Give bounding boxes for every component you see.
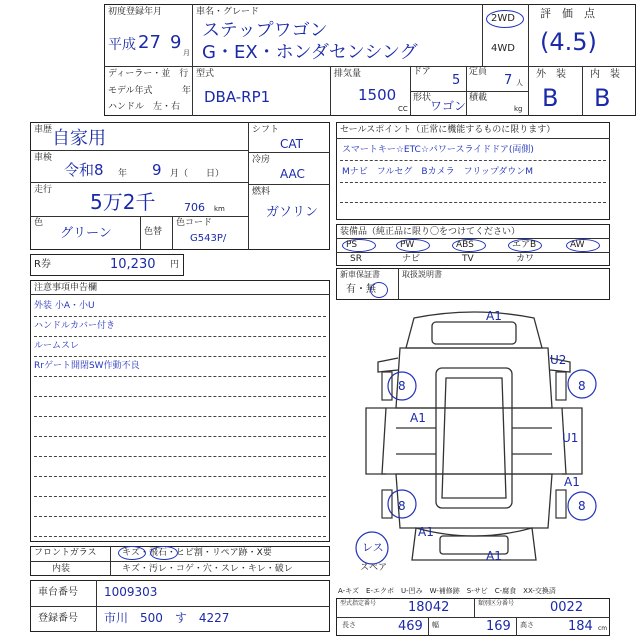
inspection-day-unit: 月（ 日） [170, 169, 225, 179]
inspection-era: 令和8 [64, 161, 104, 179]
color-label: 色 [34, 218, 44, 228]
drive-2wd: 2WD [491, 13, 515, 24]
damage-mark: A1 [486, 549, 502, 563]
inspection-year-unit: 年 [118, 169, 128, 179]
fuel-label: 燃料 [252, 187, 271, 197]
damage-mark: A1 [564, 475, 580, 489]
spare-caption: スペア [360, 563, 388, 573]
category-label: 類別区分番号 [478, 600, 515, 607]
interior-cond-label: 内装 [52, 564, 71, 574]
first-reg-era: 平成 [108, 37, 136, 53]
use-value: 自家用 [52, 128, 106, 149]
shift-label: シフト [252, 125, 280, 135]
color-no-label: 色替 [144, 227, 163, 237]
recycle-label: R券 [34, 259, 51, 270]
damage-mark: U2 [550, 353, 567, 367]
equipment-item: ナビ [402, 254, 421, 264]
equipment-item: PW [400, 240, 415, 250]
displacement-value: 1500 [358, 86, 397, 104]
inspection-label: 車検 [34, 153, 53, 163]
type-cert-label: 型式指定番号 [340, 600, 377, 607]
door-label: ドア [413, 67, 431, 77]
height-value: 184 [568, 619, 593, 634]
use-label: 車歴 [34, 125, 53, 135]
sales-points-label: セールスポイント（正常に機能するものに限ります） [340, 125, 556, 135]
interior-cond-value: キズ・汚レ・コゲ・穴・スレ・キレ・破レ [122, 564, 293, 574]
note-line: 外装 小A・小U [34, 301, 95, 311]
equipment-item: カワ [516, 254, 535, 264]
displacement-label: 排気量 [334, 69, 362, 79]
equipment-item: PS [346, 240, 358, 250]
notes-section [30, 280, 330, 542]
mileage-label: 走行 [34, 185, 53, 195]
damage-legend: A-キズ E-エクボ U-凹み W-補修跡 S-サビ C-腐食 XX-交換済 [338, 587, 556, 595]
spare-label: レス [362, 541, 384, 554]
door-value: 5 [452, 73, 461, 88]
damage-mark: U1 [562, 431, 579, 445]
front-glass-label: フロントガラス [34, 548, 97, 558]
rating-value: (4.5) [540, 28, 597, 56]
exterior-label: 外 装 [536, 69, 566, 80]
interior-label: 内 装 [590, 69, 620, 80]
equipment-item: エアB [512, 240, 537, 250]
damage-mark: A1 [486, 309, 502, 323]
equipment-label: 装備品（純正品に限り〇をつけてください） [340, 227, 521, 237]
width-label: 幅 [432, 621, 439, 629]
registration-value: 市川 500 す 4227 [104, 611, 230, 625]
person-unit: 人 [516, 79, 523, 87]
sales-points-line2: Mナビ フルセグ Bカメラ フリップダウンM [342, 167, 533, 177]
damage-mark: 8 [578, 499, 586, 513]
damage-mark: 8 [398, 379, 406, 393]
width-value: 169 [486, 619, 511, 634]
type-value: DBA-RP1 [204, 88, 271, 106]
car-grade: G・EX・ホンダセンシング [202, 42, 418, 63]
chassis-value: 1009303 [104, 585, 158, 599]
damage-mark: 8 [578, 379, 586, 393]
load-label: 積載 [469, 93, 488, 103]
year-unit: 年 [182, 86, 192, 96]
cm-unit: cm [598, 625, 608, 632]
first-reg-month: 9 [170, 32, 182, 53]
glass-chip-circle [150, 546, 178, 560]
interior-grade: B [594, 84, 611, 112]
color-code-label: 色コード [176, 218, 213, 228]
equipment-item: TV [462, 254, 474, 264]
model-year-label: モデル年式 [108, 86, 153, 96]
capacity-label: 定員 [469, 67, 488, 77]
note-line: ルームスレ [34, 341, 80, 351]
equipment-item: SR [350, 254, 362, 264]
equipment-item: ABS [456, 240, 474, 250]
name-grade-label: 車名・グレード [196, 7, 260, 17]
mileage-exact: 706 [184, 201, 205, 214]
shape-value: ワゴン [430, 99, 467, 113]
ac-label: 冷房 [252, 155, 271, 165]
shift-value: CAT [280, 137, 303, 151]
dealer-label: ディーラー・並 行 [108, 69, 189, 79]
drive-4wd: 4WD [491, 43, 515, 54]
damage-mark: 8 [398, 499, 406, 513]
warranty-none-circle [370, 282, 388, 298]
notes-label: 注意事項申告欄 [34, 283, 98, 293]
glass-scratch-circle [118, 546, 146, 560]
warranty-new-label: 新車保証書 [340, 270, 380, 279]
mileage-value: 5万2千 [90, 190, 156, 214]
rating-label: 評 価 点 [540, 7, 595, 20]
color-value: グリーン [60, 226, 112, 241]
warranty-value: 有・無 [346, 284, 376, 295]
height-label: 高さ [520, 621, 534, 629]
registration-label: 登録番号 [38, 613, 78, 624]
exterior-grade: B [542, 84, 559, 112]
first-reg-label: 初度登録年月 [108, 7, 163, 17]
category-value: 0022 [550, 600, 584, 615]
kg-unit: kg [514, 105, 523, 113]
length-value: 469 [398, 619, 423, 634]
chassis-label: 車台番号 [38, 587, 78, 598]
recycle-value: 10,230 [110, 257, 156, 272]
note-line: ハンドルカバー付き [34, 321, 116, 331]
type-label: 型式 [196, 69, 215, 79]
capacity-value: 7 [504, 73, 513, 88]
recycle-unit: 円 [170, 260, 180, 270]
warranty-record-label: 取扱説明書 [402, 270, 442, 279]
front-glass-value: キズ・飛石・ヒビ割・リペア跡・X要 [122, 548, 272, 558]
color-code-value: G543P/ [190, 233, 227, 244]
car-name: ステップワゴン [202, 20, 328, 41]
inspection-month: 9 [152, 161, 162, 179]
sales-points-line1: スマートキー☆ETC☆パワースライドドア(両側) [342, 145, 534, 155]
damage-mark: A1 [418, 525, 434, 539]
length-label: 長さ [342, 621, 356, 629]
note-line: Rrゲート開閉SW作動不良 [34, 361, 140, 371]
first-reg-year: 27 [138, 32, 161, 53]
km-unit: km [214, 205, 225, 213]
damage-mark: A1 [410, 411, 426, 425]
month-unit: 月 [183, 49, 190, 57]
type-cert-value: 18042 [408, 600, 450, 615]
shape-label: 形状 [413, 93, 432, 103]
fuel-value: ガソリン [266, 205, 319, 220]
cc-unit: CC [398, 105, 408, 113]
handle-label: ハンドル 左・右 [108, 102, 181, 112]
recycle-section [30, 254, 184, 276]
equipment-item: AW [570, 240, 585, 250]
ac-value: AAC [280, 167, 305, 181]
